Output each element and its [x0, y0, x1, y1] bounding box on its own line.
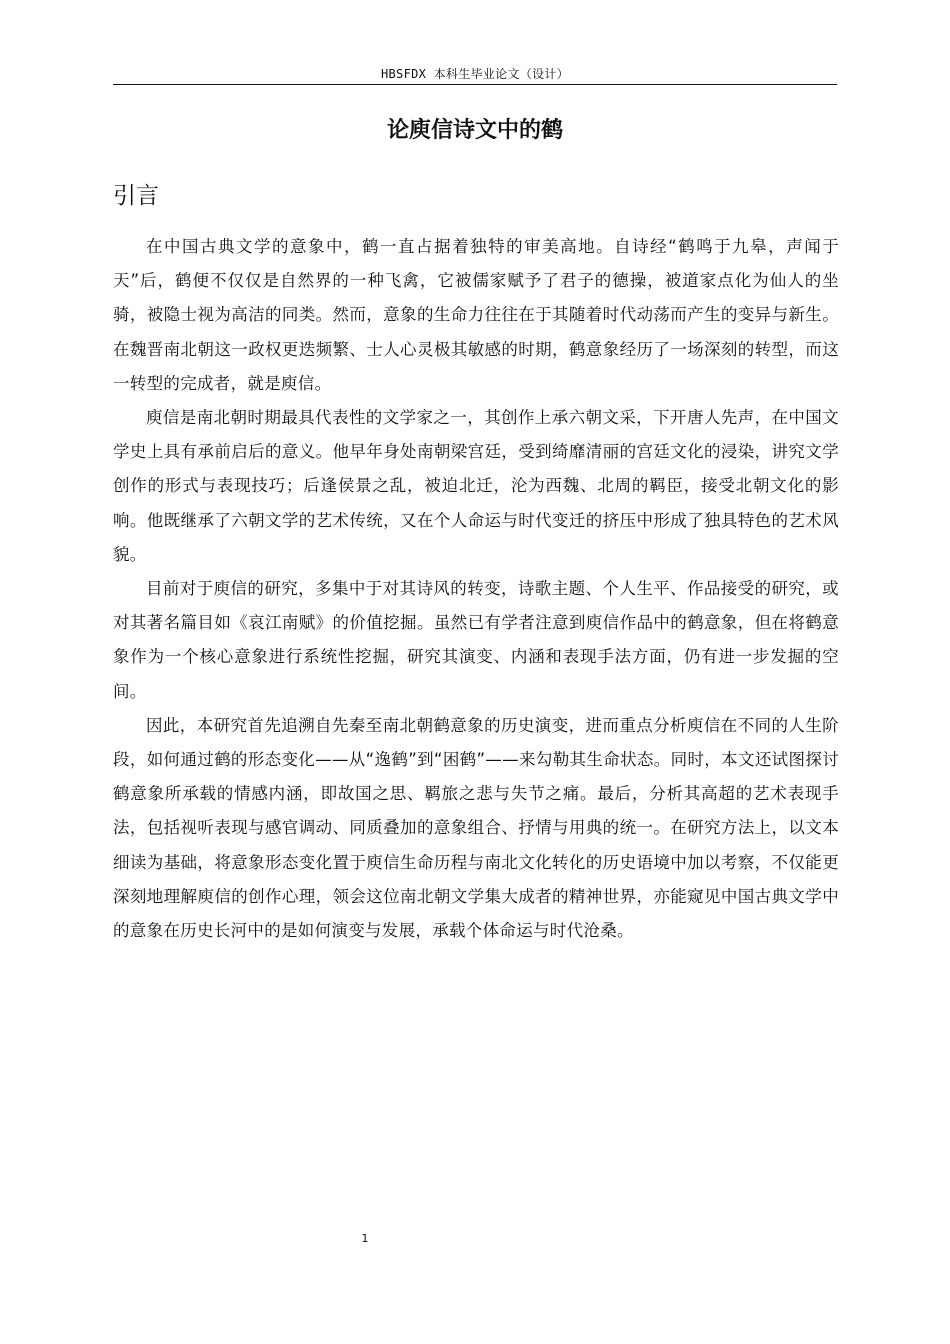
header-divider — [113, 84, 837, 85]
paragraph-2: 庾信是南北朝时期最具代表性的文学家之一，其创作上承六朝文采，下开唐人先声，在中国文学史上具有承前启后的意义。他早年身处南朝梁宫廷，受到绮靡清丽的宫廷文化的浸染，讲究文学创作的形式与表现技巧；后逢侯景之乱，被迫北迁，沦为西魏、北周的羁臣，接受北朝文化的影响。他既继承了六朝文学的艺术传统，又在个人命运与时代变迁的挤压中形成了独具特色的艺术风貌。 — [113, 408, 839, 564]
section-heading-introduction: 引言 — [113, 183, 159, 209]
body-text — [113, 230, 839, 948]
paragraph-3: 目前对于庾信的研究，多集中于对其诗风的转变，诗歌主题、个人生平、作品接受的研究，或对其著名篇目如《哀江南赋》的价值挖掘。虽然已有学者注意到庾信作品中的鹤意象，但在将鹤意象作为一个核心意象进行系统性挖掘，研究其演变、内涵和表现手法方面，仍有进一步发掘的空间。 — [113, 579, 839, 701]
running-header: HBSFDX 本科生毕业论文（设计） — [381, 67, 569, 81]
paragraph-1: 在中国古典文学的意象中，鹤一直占据着独特的审美高地。自诗经“鹤鸣于九皋，声闻于天”后，鹤便不仅仅是自然界的一种飞禽，它被儒家赋予了君子的德操，被道家点化为仙人的坐骑，被隐士视为高洁的同类。然而，意象的生命力往往在于其随着时代动荡而产生的变异与新生。在魏晋南北朝这一政权更迭频繁、士人心灵极其敏感的时期，鹤意象经历了一场深刻的转型，而这一转型的完成者，就是庾信。 — [113, 237, 839, 393]
document-title: 论庾信诗文中的鹤 — [386, 118, 563, 143]
paragraph-4: 因此，本研究首先追溯自先秦至南北朝鹤意象的历史演变，进而重点分析庾信在不同的人生阶段，如何通过鹤的形态变化——从“逸鹤”到“困鹤”——来勾勒其生命状态。同时，本文还试图探讨鹤意象所承载的情感内涵，即故国之思、羁旅之悲与失节之痛。最后，分析其高超的艺术表现手法，包括视听表现与感官调动、同质叠加的意象组合、抒情与用典的统一。在研究方法上，以文本细读为基础，将意象形态变化置于庾信生命历程与南北文化转化的历史语境中加以考察，不仅能更深刻地理解庾信的创作心理，领会这位南北朝文学集大成者的精神世界，亦能窥见中国古典文学中的意象在历史长河中的是如何演变与发展，承载个体命运与时代沧桑。 — [113, 715, 839, 941]
page-number: 1 — [361, 1232, 369, 1245]
